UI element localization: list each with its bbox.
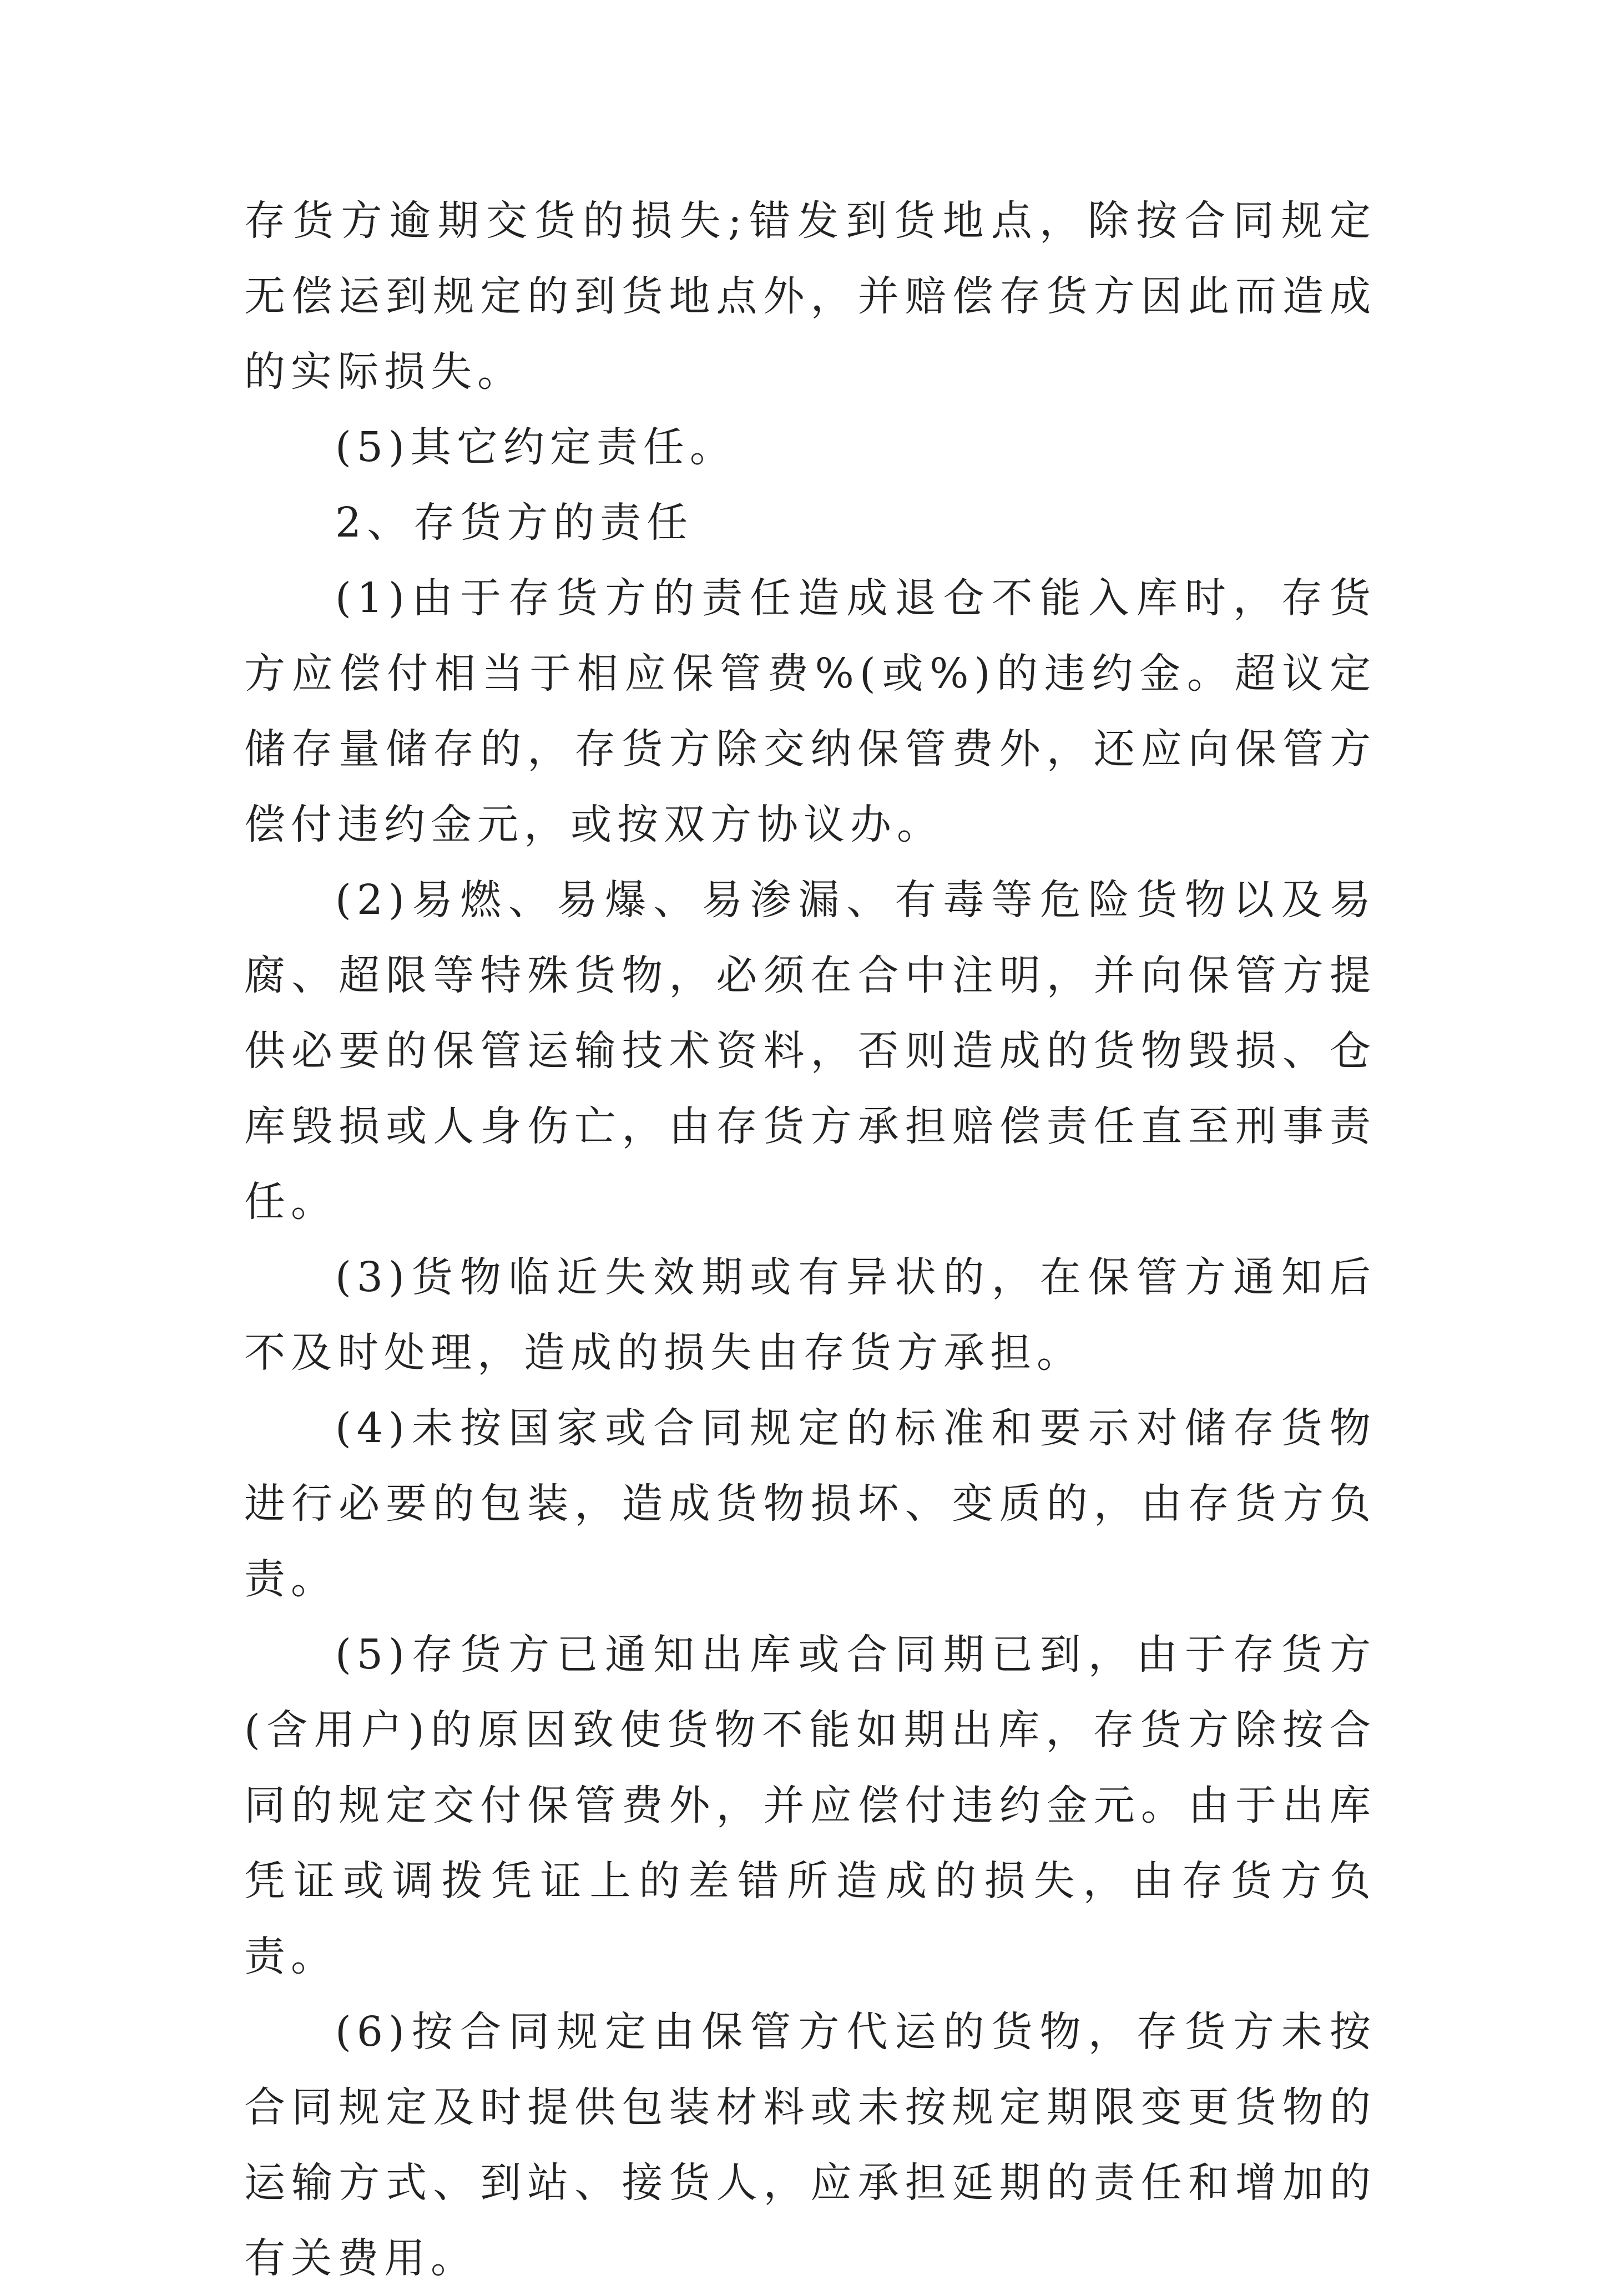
paragraph-item-5-other: (5)其它约定责任。 — [335, 423, 736, 471]
paragraph-item-5: (5)存货方已通知出库或合同期已到，由于存货方(含用户)的原因致使货物不能如期出库，存货方除按合同的规定交付保管费外，并应偿付违约金元。由于出库凭证或调拨凭证上的差错所造成的损失，由存货方负责。 — [244, 1631, 1376, 1980]
paragraph-item-1: (1)由于存货方的责任造成退仓不能入库时，存货方应偿付相当于相应保管费%(或%)的违约金。超议定储存量储存的，存货方除交纳保管费外，还应向保管方偿付违约金元，或按双方协议办。 — [244, 574, 1376, 848]
paragraph-item-6: (6)按合同规定由保管方代运的货物，存货方未按合同规定及时提供包装材料或未按规定期限变更货物的运输方式、到站、接货人，应承担延期的责任和增加的有关费用。 — [244, 2008, 1376, 2282]
section-heading-depositor-duties: 2、存货方的责任 — [335, 499, 694, 547]
paragraph-item-4: (4)未按国家或合同规定的标准和要示对储存货物进行必要的包装，造成货物损坏、变质的，由存货方负责。 — [244, 1404, 1376, 1603]
paragraph-continuation: 存货方逾期交货的损失;错发到货地点，除按合同规定无偿运到规定的到货地点外，并赔偿存货方因此而造成的实际损失。 — [244, 197, 1376, 396]
paragraph-item-2: (2)易燃、易爆、易渗漏、有毒等危险货物以及易腐、超限等特殊货物，必须在合中注明，并向保管方提供必要的保管运输技术资料，否则造成的货物毁损、仓库毁损或人身伤亡，由存货方承担赔偿责任直至刑事责任。 — [244, 876, 1376, 1226]
paragraph-item-3: (3)货物临近失效期或有异状的，在保管方通知后不及时处理，造成的损失由存货方承担。 — [244, 1253, 1376, 1377]
document-body — [244, 183, 1376, 2296]
